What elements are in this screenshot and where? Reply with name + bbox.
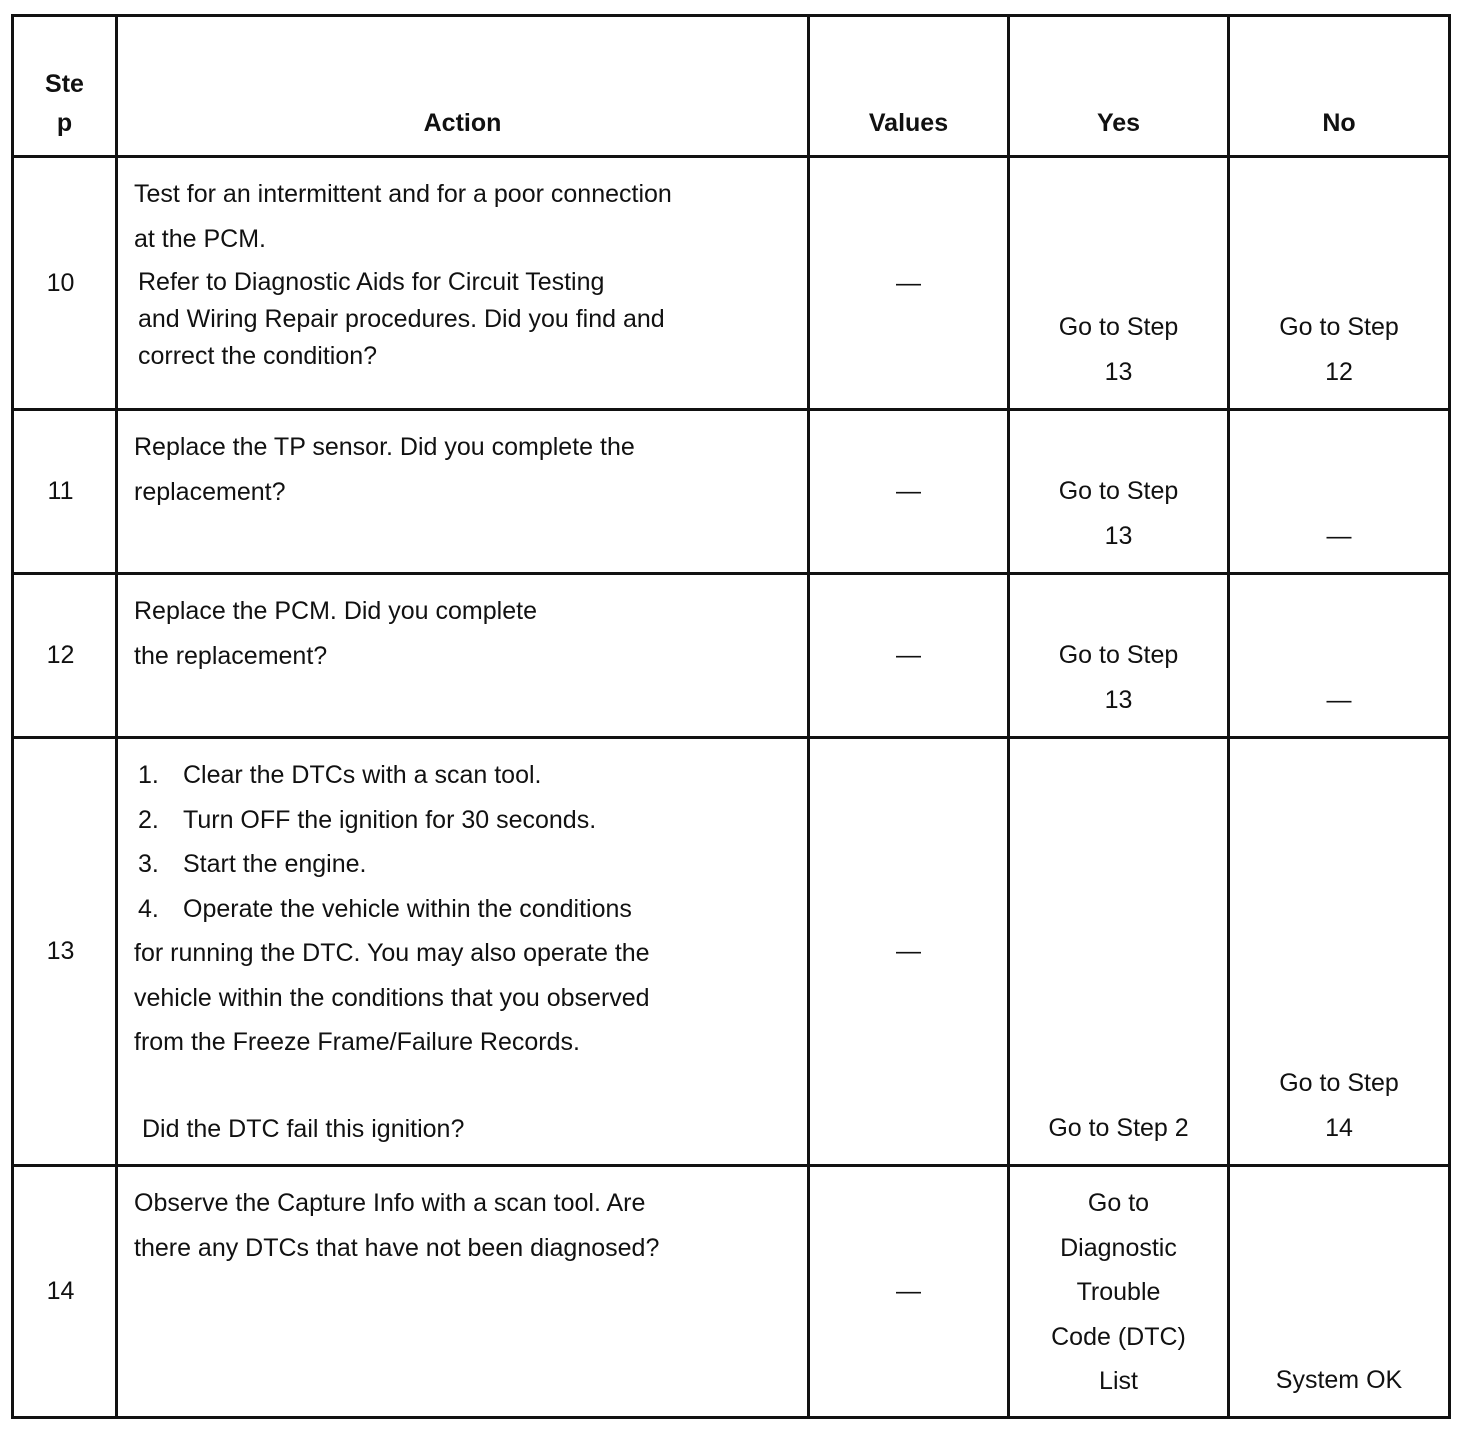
action-line: for running the DTC. You may also operate the xyxy=(134,939,650,967)
yes-line: Diagnostic xyxy=(1060,1233,1177,1262)
list-item xyxy=(134,798,793,843)
no-line: Go to Step xyxy=(1279,1069,1399,1097)
yes-line: Trouble xyxy=(1076,1278,1161,1306)
yes-cell xyxy=(1009,410,1229,574)
list-item xyxy=(134,753,793,798)
values-cell: — xyxy=(809,157,1009,410)
header-yes: Yes xyxy=(1009,16,1229,157)
no-cell: System OK xyxy=(1229,1166,1450,1418)
yes-line: 13 xyxy=(1104,685,1133,714)
list-item-number: 1. xyxy=(138,761,159,789)
list-item-number: 4. xyxy=(138,894,159,923)
step-number: 13 xyxy=(13,738,117,1166)
action-cell xyxy=(117,157,809,410)
action-line: replacement? xyxy=(134,477,286,506)
action-line: Replace the TP sensor. Did you complete the xyxy=(134,433,635,461)
yes-line: 13 xyxy=(1104,521,1133,550)
values-cell: — xyxy=(809,1166,1009,1418)
diagnostic-table xyxy=(11,14,1451,1419)
action-cell xyxy=(117,738,809,1166)
yes-line: Go to Step xyxy=(1058,477,1179,505)
yes-cell xyxy=(1009,157,1229,410)
yes-line: 13 xyxy=(1104,357,1133,386)
yes-line: Go to Step xyxy=(1058,313,1179,341)
action-sub-line: correct the condition? xyxy=(138,342,378,370)
action-cell xyxy=(117,1166,809,1418)
action-cell xyxy=(117,410,809,574)
action-question: Did the DTC fail this ignition? xyxy=(142,1114,465,1143)
list-item xyxy=(134,842,793,887)
values-cell: — xyxy=(809,410,1009,574)
table-row xyxy=(13,410,1450,574)
no-line: 14 xyxy=(1325,1113,1353,1142)
header-action: Action xyxy=(117,16,809,157)
header-values: Values xyxy=(809,16,1009,157)
list-item-text: Operate the vehicle within the conditions xyxy=(183,894,632,923)
list-item xyxy=(134,887,793,932)
no-cell xyxy=(1229,157,1450,410)
table-row xyxy=(13,574,1450,738)
yes-cell xyxy=(1009,1166,1229,1418)
no-cell: — xyxy=(1229,574,1450,738)
yes-line: Go to Step xyxy=(1058,641,1179,669)
table-row xyxy=(13,738,1450,1166)
action-line: from the Freeze Frame/Failure Records. xyxy=(134,1028,580,1056)
yes-line: List xyxy=(1099,1367,1138,1395)
no-line: 12 xyxy=(1325,357,1353,386)
action-sub-line: and Wiring Repair procedures. Did you find and xyxy=(138,305,665,333)
action-line: Test for an intermittent and for a poor connection xyxy=(134,180,672,208)
list-item-text: Clear the DTCs with a scan tool. xyxy=(183,761,542,789)
header-no: No xyxy=(1229,16,1450,157)
values-cell: — xyxy=(809,738,1009,1166)
table-row xyxy=(13,157,1450,410)
action-line: there any DTCs that have not been diagnosed? xyxy=(134,1233,660,1262)
step-number: 10 xyxy=(13,157,117,410)
yes-cell xyxy=(1009,574,1229,738)
action-line: Replace the PCM. Did you complete xyxy=(134,597,537,625)
values-cell: — xyxy=(809,574,1009,738)
yes-line: Go to xyxy=(1087,1189,1150,1217)
list-item-number: 3. xyxy=(138,850,159,878)
header-row xyxy=(13,16,1450,157)
yes-cell: Go to Step 2 xyxy=(1009,738,1229,1166)
action-line: Observe the Capture Info with a scan tool. Are xyxy=(134,1189,646,1217)
step-number: 11 xyxy=(13,410,117,574)
list-item-number: 2. xyxy=(138,805,159,834)
action-line: vehicle within the conditions that you observed xyxy=(134,983,650,1012)
step-number: 14 xyxy=(13,1166,117,1418)
table-row xyxy=(13,1166,1450,1418)
action-step-list xyxy=(134,753,793,931)
list-item-text: Start the engine. xyxy=(183,850,367,878)
action-line: at the PCM. xyxy=(134,224,266,253)
list-item-text: Turn OFF the ignition for 30 seconds. xyxy=(183,805,597,834)
no-cell xyxy=(1229,738,1450,1166)
no-line: Go to Step xyxy=(1279,313,1399,341)
header-step: Step xyxy=(13,16,117,157)
action-line: the replacement? xyxy=(134,641,328,670)
no-cell: — xyxy=(1229,410,1450,574)
step-number: 12 xyxy=(13,574,117,738)
action-sub-line: Refer to Diagnostic Aids for Circuit Testing xyxy=(138,268,605,296)
yes-line: Code (DTC) xyxy=(1051,1322,1186,1351)
action-cell xyxy=(117,574,809,738)
